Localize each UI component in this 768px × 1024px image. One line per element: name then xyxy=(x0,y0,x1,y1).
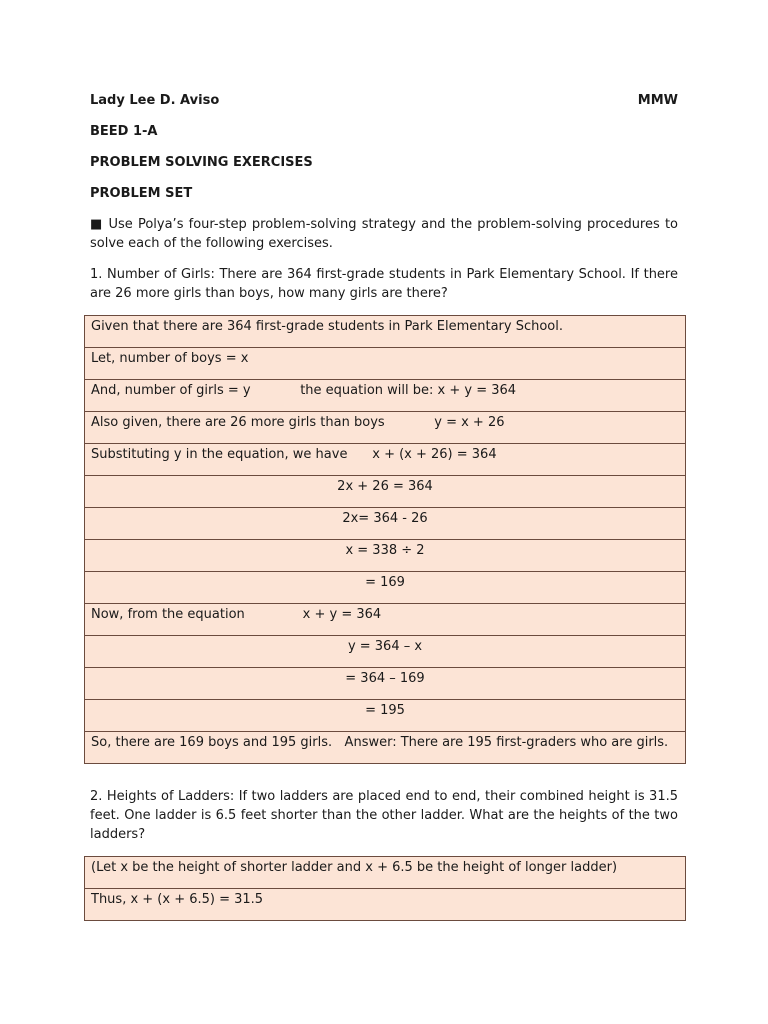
document-title: PROBLEM SOLVING EXERCISES xyxy=(90,155,313,170)
table-row: x = 338 ÷ 2 xyxy=(85,540,686,572)
problem-1-question: 1. Number of Girls: There are 364 first-grade students in Park Elementary School. If there are 26 more girls than boys, how many girls are there? xyxy=(90,267,678,301)
table-row: Given that there are 364 first-grade students in Park Elementary School. xyxy=(85,316,686,348)
table-row: And, number of girls = y the equation will be: x + y = 364 xyxy=(85,380,686,412)
course-code: MMW xyxy=(637,93,678,108)
problem-2-question: 2. Heights of Ladders: If two ladders are placed end to end, their combined height is 31.5 feet. One ladder is 6.5 feet shorter than the other ladder. What are the heights of the two ladders? xyxy=(90,789,678,842)
document-subtitle: PROBLEM SET xyxy=(90,186,193,201)
header-row xyxy=(90,93,678,108)
student-name: Lady Lee D. Aviso xyxy=(90,93,220,108)
problem-1-solution-table xyxy=(84,315,686,764)
table-row: (Let x be the height of shorter ladder and x + 6.5 be the height of longer ladder) xyxy=(85,857,686,889)
table-row: Let, number of boys = x xyxy=(85,348,686,380)
table-row: 2x= 364 - 26 xyxy=(85,508,686,540)
table-row: Thus, x + (x + 6.5) = 31.5 xyxy=(85,889,686,921)
problem-2-solution-table xyxy=(84,856,686,921)
instructions: ■ Use Polya’s four-step problem-solving strategy and the problem-solving procedures to solve each of the following exercises. xyxy=(90,217,678,251)
section-label: BEED 1-A xyxy=(90,124,158,139)
table-row: = 364 – 169 xyxy=(85,668,686,700)
table-row: Also given, there are 26 more girls than boys y = x + 26 xyxy=(85,412,686,444)
table-row: So, there are 169 boys and 195 girls. Answer: There are 195 first-graders who are girls. xyxy=(85,732,686,764)
table-row: = 195 xyxy=(85,700,686,732)
table-row: Substituting y in the equation, we have x + (x + 26) = 364 xyxy=(85,444,686,476)
table-row: = 169 xyxy=(85,572,686,604)
table-row: y = 364 – x xyxy=(85,636,686,668)
table-row: 2x + 26 = 364 xyxy=(85,476,686,508)
table-row: Now, from the equation x + y = 364 xyxy=(85,604,686,636)
